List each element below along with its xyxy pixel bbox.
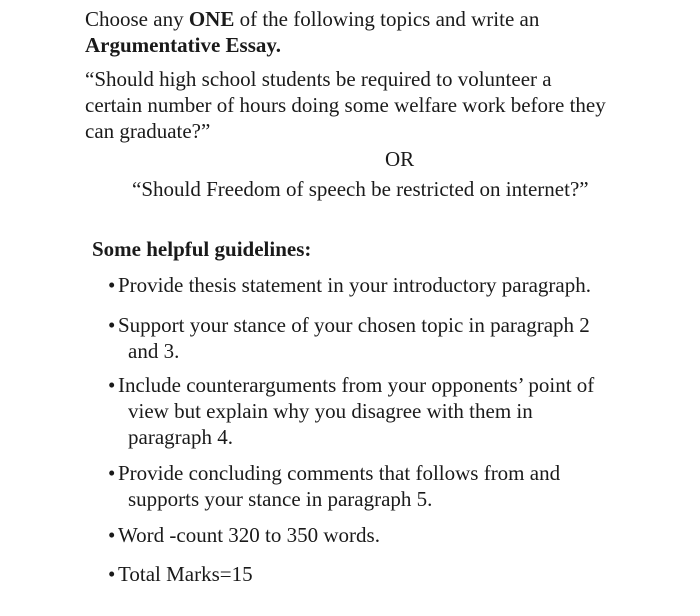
topic-separator: OR [385, 147, 415, 171]
instruction-text-pre: Choose any [85, 7, 189, 31]
bullet-icon: • [108, 273, 116, 297]
guideline-5-line-1: Word -count 320 to 350 words. [118, 523, 380, 547]
bullet-icon: • [108, 562, 116, 586]
instruction-text-post: of the following topics and write an [234, 7, 540, 31]
guideline-3-line-1: Include counterarguments from your opponents’ point of [118, 373, 595, 397]
bullet-icon: • [108, 313, 116, 337]
guideline-2-line-1: Support your stance of your chosen topic in paragraph 2 [118, 313, 590, 337]
instruction-emphasis-one: ONE [188, 7, 235, 31]
guidelines-heading: Some helpful guidelines: [92, 237, 312, 261]
topic-1-line-3: can graduate?” [85, 119, 211, 143]
guideline-4-line-1: Provide concluding comments that follows from and [118, 461, 561, 485]
bullet-icon: • [108, 373, 116, 397]
instruction-line-1 [85, 6, 539, 32]
guideline-6-line-1: Total Marks=15 [118, 562, 253, 586]
guideline-3-line-3: paragraph 4. [128, 425, 233, 449]
guideline-4-line-2: supports your stance in paragraph 5. [128, 487, 433, 511]
instruction-essay-type: Argumentative Essay. [85, 33, 281, 57]
guideline-2-line-2: and 3. [128, 339, 180, 363]
topic-1-line-1: “Should high school students be required to volunteer a [85, 67, 552, 91]
guideline-3-line-2: view but explain why you disagree with them in [128, 399, 533, 423]
topic-1-line-2: certain number of hours doing some welfare work before they [85, 93, 606, 117]
bullet-icon: • [108, 461, 116, 485]
guideline-1-line-1: Provide thesis statement in your introductory paragraph. [118, 273, 591, 297]
bullet-icon: • [108, 523, 116, 547]
topic-2: “Should Freedom of speech be restricted on internet?” [132, 177, 589, 201]
